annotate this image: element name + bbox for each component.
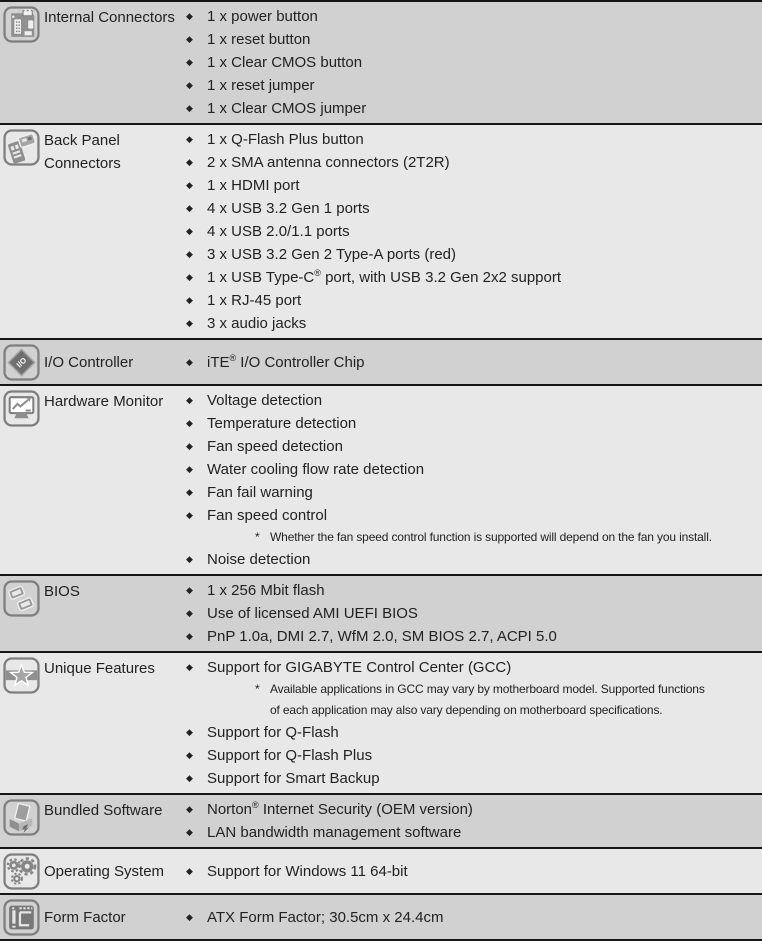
diamond-bullet-icon: ◆ <box>186 318 193 328</box>
spec-item-text: 1 x Clear CMOS jumper <box>207 100 367 117</box>
io-controller-icon <box>0 343 44 381</box>
spec-item <box>183 481 762 504</box>
spec-item-text: Support for Q-Flash Plus <box>207 747 373 764</box>
spec-row-bios <box>0 576 762 653</box>
asterisk-marker: * <box>255 530 260 544</box>
diamond-bullet-icon: ◆ <box>186 585 193 595</box>
spec-item-text: Support for GIGABYTE Control Center (GCC) <box>207 659 512 676</box>
diamond-bullet-icon: ◆ <box>186 395 193 405</box>
category-label: Form Factor <box>44 909 126 926</box>
diamond-bullet-icon: ◆ <box>186 356 193 367</box>
spec-items <box>183 128 762 335</box>
diamond-bullet-icon: ◆ <box>186 554 193 564</box>
spec-item <box>183 860 762 883</box>
registered-trademark-symbol: ® <box>252 800 259 810</box>
diamond-bullet-icon: ◆ <box>186 750 193 760</box>
spec-item <box>183 602 762 625</box>
spec-item-text: Use of licensed AMI UEFI BIOS <box>207 605 418 622</box>
spec-item-text: 1 x power button <box>207 8 318 25</box>
spec-item-text: 1 x 256 Mbit flash <box>207 582 325 599</box>
diamond-bullet-icon: ◆ <box>186 464 193 474</box>
spec-item <box>183 798 762 821</box>
spec-item <box>183 744 762 767</box>
spec-item <box>183 625 762 648</box>
spec-item <box>183 5 762 28</box>
spec-item <box>183 174 762 197</box>
spec-item-text: 3 x audio jacks <box>207 315 307 332</box>
spec-item <box>183 197 762 220</box>
diamond-bullet-icon: ◆ <box>186 441 193 451</box>
bios-icon <box>0 579 44 648</box>
spec-item-text: 1 x reset button <box>207 31 311 48</box>
diamond-bullet-icon: ◆ <box>186 80 193 90</box>
diamond-bullet-icon: ◆ <box>186 487 193 497</box>
spec-item <box>183 548 762 571</box>
diamond-bullet-icon: ◆ <box>186 418 193 428</box>
diamond-bullet-icon: ◆ <box>186 34 193 44</box>
diamond-bullet-icon: ◆ <box>186 57 193 67</box>
category-label: I/O Controller <box>44 354 134 371</box>
diamond-bullet-icon: ◆ <box>186 180 193 190</box>
diamond-bullet-icon: ◆ <box>186 510 193 520</box>
category-label: Back Panel Connectors <box>44 132 121 172</box>
spec-items <box>183 906 762 929</box>
diamond-bullet-icon: ◆ <box>186 226 193 236</box>
spec-item <box>183 51 762 74</box>
asterisk-marker: * <box>255 682 260 696</box>
spec-item-text: 4 x USB 2.0/1.1 ports <box>207 223 350 240</box>
spec-item <box>183 821 762 844</box>
diamond-bullet-icon: ◆ <box>186 134 193 144</box>
spec-item-text: 1 x HDMI port <box>207 177 300 194</box>
spec-item-text: Support for Windows 11 64-bit <box>207 862 408 880</box>
diamond-bullet-icon: ◆ <box>186 295 193 305</box>
back-panel-connectors-icon <box>0 128 44 335</box>
spec-item <box>183 151 762 174</box>
spec-item <box>183 266 762 289</box>
category-label: Internal Connectors <box>44 9 175 26</box>
spec-item <box>183 97 762 120</box>
category-label: Hardware Monitor <box>44 393 164 410</box>
spec-row-operating-system <box>0 849 762 895</box>
spec-items <box>183 389 762 571</box>
diamond-bullet-icon: ◆ <box>186 157 193 167</box>
spec-items <box>183 579 762 648</box>
spec-item-text: Water cooling flow rate detection <box>207 461 425 478</box>
spec-row-back-panel-connectors <box>0 125 762 340</box>
spec-item-text: Support for Smart Backup <box>207 770 380 787</box>
diamond-bullet-icon: ◆ <box>186 272 193 282</box>
spec-item <box>183 412 762 435</box>
spec-item-text: 2 x SMA antenna connectors (2T2R) <box>207 154 450 171</box>
category-label: Bundled Software <box>44 802 163 819</box>
diamond-bullet-icon: ◆ <box>186 631 193 641</box>
spec-item <box>183 128 762 151</box>
spec-item-text: Fan speed detection <box>207 438 343 455</box>
diamond-bullet-icon: ◆ <box>186 773 193 783</box>
diamond-bullet-icon: ◆ <box>186 865 193 876</box>
spec-item-text: 3 x USB 3.2 Gen 2 Type-A ports (red) <box>207 246 457 263</box>
spec-item <box>183 504 762 527</box>
spec-item-text: Temperature detection <box>207 415 357 432</box>
spec-item <box>183 389 762 412</box>
diamond-bullet-icon: ◆ <box>186 911 193 922</box>
diamond-bullet-icon: ◆ <box>186 11 193 21</box>
spec-item-text: Fan speed control <box>207 507 328 524</box>
registered-trademark-symbol: ® <box>314 268 321 278</box>
spec-item <box>183 435 762 458</box>
footnote-line <box>183 527 762 548</box>
spec-item-text: 1 x USB Type-C® port, with USB 3.2 Gen 2x2 support <box>207 268 562 286</box>
spec-item-text: LAN bandwidth management software <box>207 824 462 841</box>
category-label: Operating System <box>44 863 165 880</box>
spec-row-i-o-controller <box>0 340 762 386</box>
diamond-bullet-icon: ◆ <box>186 804 193 814</box>
category-label: BIOS <box>44 583 80 600</box>
diamond-bullet-icon: ◆ <box>186 727 193 737</box>
diamond-bullet-icon: ◆ <box>186 203 193 213</box>
spec-item <box>183 458 762 481</box>
svg-text:I/O: I/O <box>14 355 29 370</box>
spec-item-text: 1 x RJ-45 port <box>207 292 302 309</box>
spec-row-hardware-monitor <box>0 386 762 576</box>
unique-features-icon <box>0 656 44 790</box>
spec-row-internal-connectors <box>0 2 762 125</box>
footnote-line <box>183 679 762 700</box>
spec-item <box>183 289 762 312</box>
spec-row-bundled-software <box>0 795 762 849</box>
spec-item <box>183 312 762 335</box>
spec-items <box>183 5 762 120</box>
spec-items <box>183 798 762 844</box>
spec-item <box>183 243 762 266</box>
category-label: Unique Features <box>44 660 155 677</box>
spec-item-text: Noise detection <box>207 551 311 568</box>
footnote-text: Available applications in GCC may vary by motherboard model. Supported functions <box>270 682 705 696</box>
spec-item <box>183 579 762 602</box>
spec-item <box>183 721 762 744</box>
spec-item-text: 4 x USB 3.2 Gen 1 ports <box>207 200 370 217</box>
spec-item <box>183 906 762 929</box>
spec-item-text: ATX Form Factor; 30.5cm x 24.4cm <box>207 908 444 926</box>
spec-items <box>183 351 762 374</box>
spec-item-text: Fan fail warning <box>207 484 313 501</box>
spec-item <box>183 656 762 679</box>
registered-trademark-symbol: ® <box>229 352 237 363</box>
spec-item <box>183 220 762 243</box>
internal-connectors-icon <box>0 5 44 120</box>
diamond-bullet-icon: ◆ <box>186 249 193 259</box>
bundled-software-icon <box>0 798 44 844</box>
spec-item <box>183 28 762 51</box>
hardware-monitor-icon <box>0 389 44 571</box>
spec-item-text: 1 x reset jumper <box>207 77 315 94</box>
form-factor-icon <box>0 898 44 936</box>
footnote-line <box>183 700 762 721</box>
spec-item-text: PnP 1.0a, DMI 2.7, WfM 2.0, SM BIOS 2.7, ACPI 5.0 <box>207 628 557 645</box>
spec-item <box>183 351 762 374</box>
spec-item <box>183 74 762 97</box>
spec-items <box>183 860 762 883</box>
spec-items <box>183 656 762 790</box>
spec-item-text: Support for Q-Flash <box>207 724 339 741</box>
spec-item-text: Voltage detection <box>207 392 323 409</box>
diamond-bullet-icon: ◆ <box>186 827 193 837</box>
spec-row-unique-features <box>0 653 762 795</box>
spec-item <box>183 767 762 790</box>
diamond-bullet-icon: ◆ <box>186 662 193 672</box>
diamond-bullet-icon: ◆ <box>186 608 193 618</box>
spec-row-form-factor <box>0 895 762 941</box>
spec-item-text: iTE® I/O Controller Chip <box>207 352 365 371</box>
footnote-text: Whether the fan speed control function is supported will depend on the fan you install. <box>270 530 712 544</box>
footnote-text: of each application may also vary depending on motherboard specifications. <box>270 703 663 717</box>
spec-item-text: 1 x Clear CMOS button <box>207 54 363 71</box>
diamond-bullet-icon: ◆ <box>186 103 193 113</box>
spec-item-text: 1 x Q-Flash Plus button <box>207 131 364 148</box>
operating-system-icon <box>0 852 44 890</box>
spec-item-text: Norton® Internet Security (OEM version) <box>207 800 473 818</box>
